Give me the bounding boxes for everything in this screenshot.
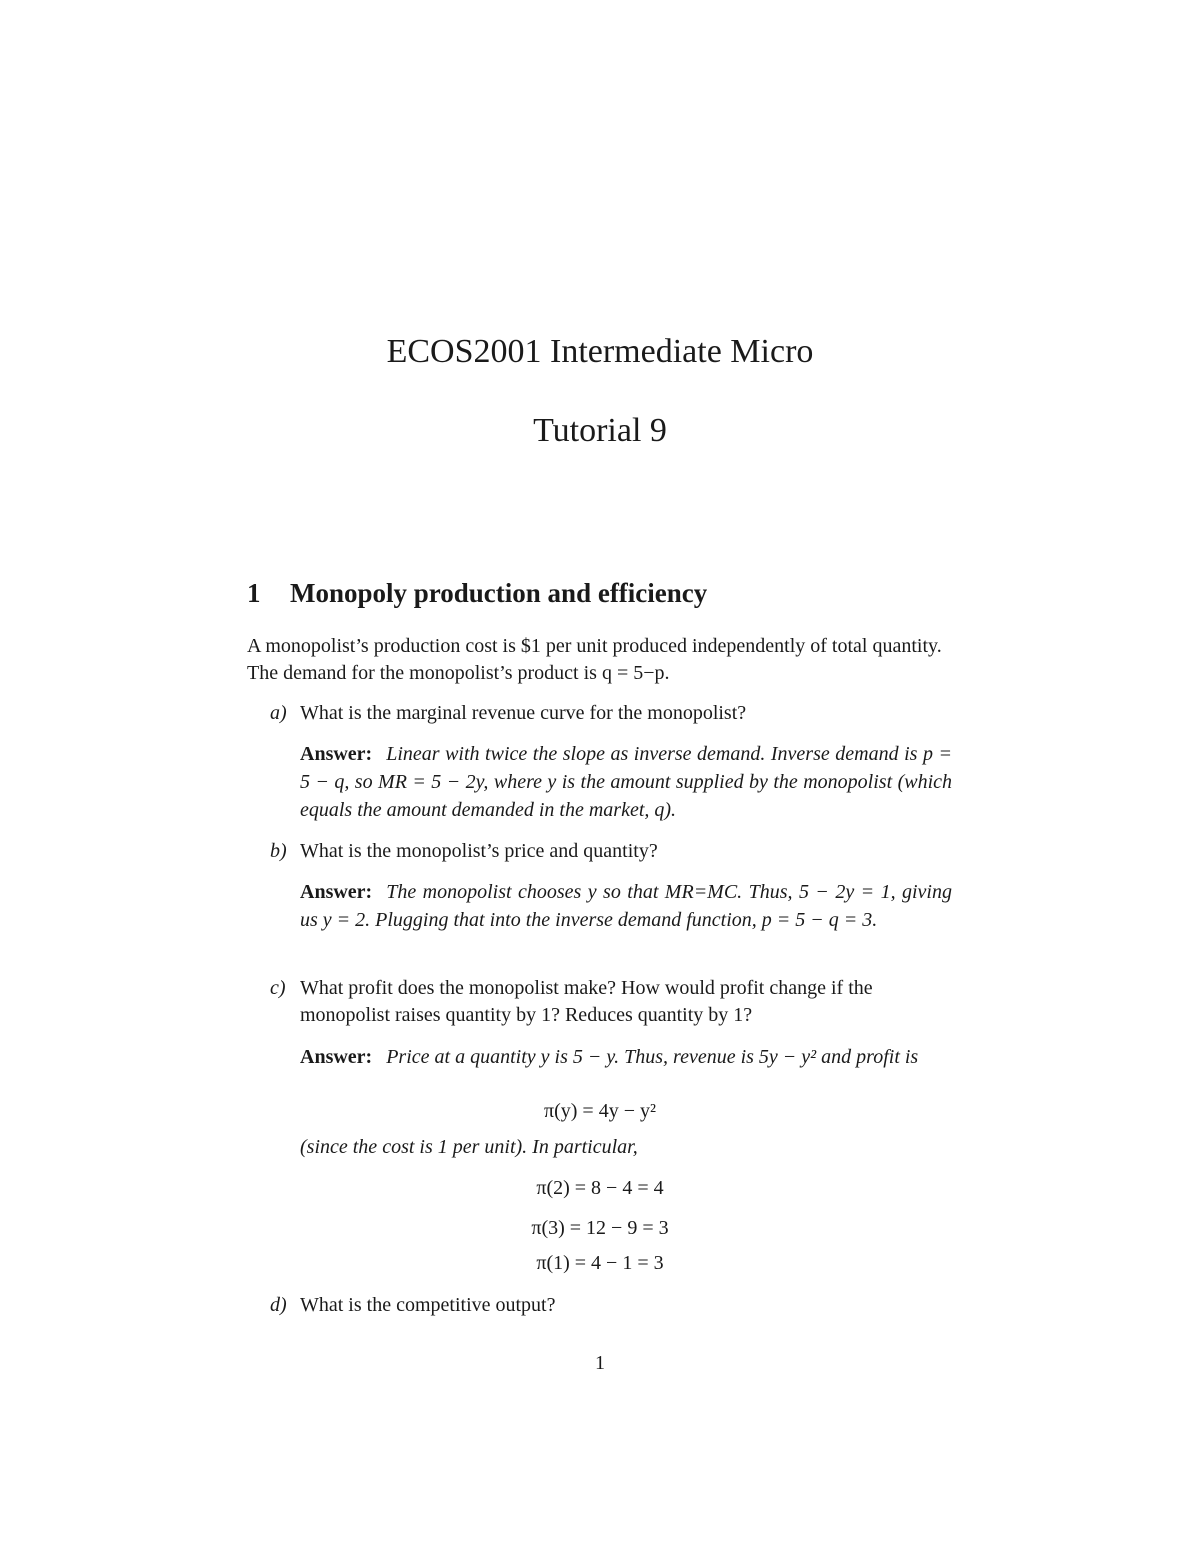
equation-pi-3: π(3) = 12 − 9 = 3: [531, 1217, 669, 1239]
answer-c-continued: (since the cost is 1 per unit). In particular,: [300, 1136, 638, 1158]
question-b-label: b): [270, 840, 287, 862]
answer-c: [300, 1043, 952, 1071]
section-number: 1: [247, 578, 261, 608]
question-d-label: d): [270, 1294, 287, 1316]
question-b-text: What is the monopolist’s price and quantity?: [300, 840, 658, 862]
equation-pi-2: π(2) = 8 − 4 = 4: [536, 1177, 664, 1199]
document-subtitle: Tutorial 9: [533, 412, 667, 449]
answer-b: [300, 878, 952, 934]
profit-equation: π(y) = 4y − y²: [544, 1100, 656, 1122]
question-c-label: c): [270, 977, 286, 999]
answer-a-label: Answer:: [300, 743, 373, 765]
question-d-text: What is the competitive output?: [300, 1294, 556, 1316]
equation-pi-1: π(1) = 4 − 1 = 3: [536, 1252, 664, 1274]
answer-b-text: The monopolist chooses y so that MR=MC. Thus, 5 − 2y = 1, giving us y = 2. Plugging that into the inverse demand function, p = 5 − q = 3.: [300, 881, 952, 931]
document-title: ECOS2001 Intermediate Micro: [386, 333, 814, 370]
question-c-text: What profit does the monopolist make? How would profit change if the monopolist raises quantity by 1? Reduces quantity by 1?: [300, 977, 873, 1026]
section-intro: A monopolist’s production cost is $1 per unit produced independently of total quantity. The demand for the monopolist’s product is q = 5−p.: [247, 635, 942, 684]
page-number: 1: [595, 1352, 605, 1374]
question-a-text: What is the marginal revenue curve for the monopolist?: [300, 702, 747, 724]
answer-c-label: Answer:: [300, 1046, 373, 1068]
answer-a: [300, 740, 952, 824]
answer-a-text: Linear with twice the slope as inverse demand. Inverse demand is p = 5 − q, so MR = 5 − 2y, where y is the amount supplied by the monopolist (which equals the amount demanded in the market, q).: [300, 743, 952, 821]
answer-c-text: Price at a quantity y is 5 − y. Thus, revenue is 5y − y² and profit is: [386, 1046, 919, 1068]
section-title: Monopoly production and efficiency: [290, 578, 708, 608]
question-a-label: a): [270, 702, 287, 724]
section-heading: [247, 578, 707, 609]
answer-b-label: Answer:: [300, 881, 373, 903]
